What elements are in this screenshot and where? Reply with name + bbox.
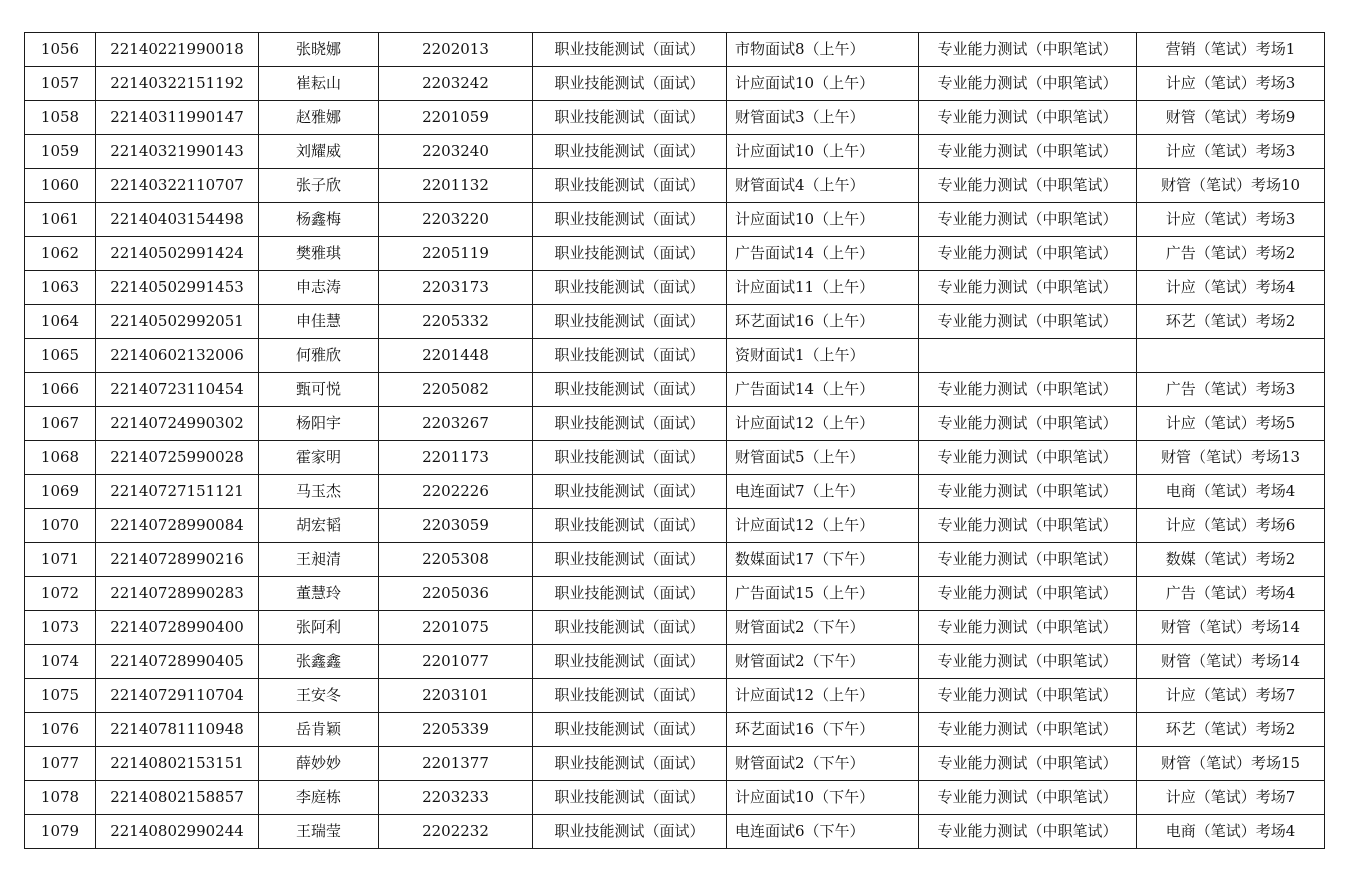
exam-id-cell: 22140725990028 <box>96 441 259 475</box>
interview-test-cell: 职业技能测试（面试） <box>533 135 727 169</box>
interview-room-cell: 财管面试2（下午） <box>727 645 919 679</box>
interview-room-cell: 计应面试10（上午） <box>727 67 919 101</box>
exam-id-cell: 22140322151192 <box>96 67 259 101</box>
seq-cell: 1069 <box>25 475 96 509</box>
written-test-cell: 专业能力测试（中职笔试） <box>919 67 1137 101</box>
seq-cell: 1062 <box>25 237 96 271</box>
interview-test-cell: 职业技能测试（面试） <box>533 237 727 271</box>
candidate-name-cell: 张晓娜 <box>259 33 379 67</box>
table-row <box>25 543 1325 577</box>
written-test-cell: 专业能力测试（中职笔试） <box>919 509 1137 543</box>
written-room-cell: 广告（笔试）考场3 <box>1137 373 1325 407</box>
seq-cell: 1060 <box>25 169 96 203</box>
written-room-cell: 广告（笔试）考场2 <box>1137 237 1325 271</box>
candidate-code-cell: 2201448 <box>379 339 533 373</box>
interview-test-cell: 职业技能测试（面试） <box>533 441 727 475</box>
written-room-cell: 财管（笔试）考场15 <box>1137 747 1325 781</box>
exam-id-cell: 22140802158857 <box>96 781 259 815</box>
written-room-cell: 计应（笔试）考场3 <box>1137 203 1325 237</box>
written-room-cell: 电商（笔试）考场4 <box>1137 815 1325 849</box>
seq-cell: 1065 <box>25 339 96 373</box>
table-row <box>25 713 1325 747</box>
table-row <box>25 373 1325 407</box>
interview-room-cell: 广告面试14（上午） <box>727 373 919 407</box>
interview-room-cell: 环艺面试16（上午） <box>727 305 919 339</box>
candidate-code-cell: 2202232 <box>379 815 533 849</box>
exam-id-cell: 22140727151121 <box>96 475 259 509</box>
candidate-code-cell: 2205082 <box>379 373 533 407</box>
interview-test-cell: 职业技能测试（面试） <box>533 781 727 815</box>
interview-room-cell: 计应面试12（上午） <box>727 509 919 543</box>
candidate-name-cell: 王安冬 <box>259 679 379 713</box>
candidate-code-cell: 2205308 <box>379 543 533 577</box>
candidate-code-cell: 2201377 <box>379 747 533 781</box>
interview-room-cell: 计应面试10（上午） <box>727 203 919 237</box>
written-room-cell: 财管（笔试）考场10 <box>1137 169 1325 203</box>
candidate-name-cell: 何雅欣 <box>259 339 379 373</box>
exam-id-cell: 22140728990400 <box>96 611 259 645</box>
written-test-cell: 专业能力测试（中职笔试） <box>919 271 1137 305</box>
candidate-name-cell: 马玉杰 <box>259 475 379 509</box>
interview-room-cell: 财管面试4（上午） <box>727 169 919 203</box>
table-row <box>25 101 1325 135</box>
table-row <box>25 203 1325 237</box>
seq-cell: 1075 <box>25 679 96 713</box>
written-room-cell: 环艺（笔试）考场2 <box>1137 713 1325 747</box>
seq-cell: 1066 <box>25 373 96 407</box>
interview-test-cell: 职业技能测试（面试） <box>533 407 727 441</box>
exam-id-cell: 22140728990283 <box>96 577 259 611</box>
written-test-cell: 专业能力测试（中职笔试） <box>919 203 1137 237</box>
written-test-cell: 专业能力测试（中职笔试） <box>919 781 1137 815</box>
candidate-name-cell: 赵雅娜 <box>259 101 379 135</box>
candidate-code-cell: 2203220 <box>379 203 533 237</box>
interview-room-cell: 广告面试15（上午） <box>727 577 919 611</box>
candidate-name-cell: 崔耘山 <box>259 67 379 101</box>
interview-test-cell: 职业技能测试（面试） <box>533 33 727 67</box>
written-room-cell: 广告（笔试）考场4 <box>1137 577 1325 611</box>
seq-cell: 1063 <box>25 271 96 305</box>
interview-room-cell: 广告面试14（上午） <box>727 237 919 271</box>
exam-id-cell: 22140728990084 <box>96 509 259 543</box>
candidate-name-cell: 胡宏韬 <box>259 509 379 543</box>
written-room-cell: 计应（笔试）考场6 <box>1137 509 1325 543</box>
seq-cell: 1056 <box>25 33 96 67</box>
exam-roster-table <box>24 32 1325 849</box>
table-row <box>25 169 1325 203</box>
interview-test-cell: 职业技能测试（面试） <box>533 509 727 543</box>
interview-room-cell: 数媒面试17（下午） <box>727 543 919 577</box>
candidate-code-cell: 2203242 <box>379 67 533 101</box>
written-room-cell: 数媒（笔试）考场2 <box>1137 543 1325 577</box>
written-test-cell: 专业能力测试（中职笔试） <box>919 815 1137 849</box>
table-row <box>25 407 1325 441</box>
exam-id-cell: 22140403154498 <box>96 203 259 237</box>
written-room-cell: 电商（笔试）考场4 <box>1137 475 1325 509</box>
candidate-code-cell: 2201132 <box>379 169 533 203</box>
interview-test-cell: 职业技能测试（面试） <box>533 645 727 679</box>
candidate-name-cell: 李庭栋 <box>259 781 379 815</box>
written-room-cell: 财管（笔试）考场14 <box>1137 611 1325 645</box>
candidate-code-cell: 2203233 <box>379 781 533 815</box>
interview-room-cell: 财管面试5（上午） <box>727 441 919 475</box>
roster-body <box>25 33 1325 849</box>
seq-cell: 1068 <box>25 441 96 475</box>
interview-room-cell: 计应面试12（上午） <box>727 679 919 713</box>
exam-id-cell: 22140502991453 <box>96 271 259 305</box>
interview-test-cell: 职业技能测试（面试） <box>533 169 727 203</box>
written-test-cell: 专业能力测试（中职笔试） <box>919 577 1137 611</box>
interview-room-cell: 计应面试10（下午） <box>727 781 919 815</box>
interview-test-cell: 职业技能测试（面试） <box>533 67 727 101</box>
candidate-name-cell: 张阿利 <box>259 611 379 645</box>
written-test-cell: 专业能力测试（中职笔试） <box>919 645 1137 679</box>
interview-room-cell: 财管面试3（上午） <box>727 101 919 135</box>
table-row <box>25 475 1325 509</box>
exam-id-cell: 22140321990143 <box>96 135 259 169</box>
interview-room-cell: 财管面试2（下午） <box>727 611 919 645</box>
table-row <box>25 237 1325 271</box>
written-room-cell: 财管（笔试）考场13 <box>1137 441 1325 475</box>
candidate-code-cell: 2205119 <box>379 237 533 271</box>
written-test-cell: 专业能力测试（中职笔试） <box>919 611 1137 645</box>
written-test-cell: 专业能力测试（中职笔试） <box>919 33 1137 67</box>
candidate-code-cell: 2203267 <box>379 407 533 441</box>
candidate-code-cell: 2203240 <box>379 135 533 169</box>
interview-room-cell: 计应面试12（上午） <box>727 407 919 441</box>
written-room-cell: 计应（笔试）考场3 <box>1137 67 1325 101</box>
candidate-name-cell: 杨阳宇 <box>259 407 379 441</box>
seq-cell: 1072 <box>25 577 96 611</box>
written-test-cell: 专业能力测试（中职笔试） <box>919 713 1137 747</box>
exam-id-cell: 22140311990147 <box>96 101 259 135</box>
seq-cell: 1058 <box>25 101 96 135</box>
seq-cell: 1057 <box>25 67 96 101</box>
candidate-code-cell: 2201075 <box>379 611 533 645</box>
candidate-name-cell: 申佳慧 <box>259 305 379 339</box>
candidate-code-cell: 2205036 <box>379 577 533 611</box>
interview-test-cell: 职业技能测试（面试） <box>533 101 727 135</box>
exam-id-cell: 22140602132006 <box>96 339 259 373</box>
seq-cell: 1067 <box>25 407 96 441</box>
interview-room-cell: 财管面试2（下午） <box>727 747 919 781</box>
seq-cell: 1059 <box>25 135 96 169</box>
interview-test-cell: 职业技能测试（面试） <box>533 305 727 339</box>
written-room-cell: 计应（笔试）考场7 <box>1137 679 1325 713</box>
seq-cell: 1061 <box>25 203 96 237</box>
written-room-cell: 计应（笔试）考场5 <box>1137 407 1325 441</box>
candidate-code-cell: 2203101 <box>379 679 533 713</box>
written-test-cell: 专业能力测试（中职笔试） <box>919 169 1137 203</box>
written-room-cell: 计应（笔试）考场3 <box>1137 135 1325 169</box>
written-test-cell: 专业能力测试（中职笔试） <box>919 679 1137 713</box>
seq-cell: 1064 <box>25 305 96 339</box>
seq-cell: 1076 <box>25 713 96 747</box>
written-test-cell: 专业能力测试（中职笔试） <box>919 747 1137 781</box>
candidate-name-cell: 霍家明 <box>259 441 379 475</box>
written-test-cell: 专业能力测试（中职笔试） <box>919 305 1137 339</box>
written-test-cell: 专业能力测试（中职笔试） <box>919 135 1137 169</box>
candidate-name-cell: 樊雅琪 <box>259 237 379 271</box>
exam-id-cell: 22140728990405 <box>96 645 259 679</box>
table-row <box>25 509 1325 543</box>
exam-id-cell: 22140729110704 <box>96 679 259 713</box>
interview-room-cell: 环艺面试16（下午） <box>727 713 919 747</box>
interview-test-cell: 职业技能测试（面试） <box>533 543 727 577</box>
candidate-name-cell: 张子欣 <box>259 169 379 203</box>
seq-cell: 1070 <box>25 509 96 543</box>
seq-cell: 1074 <box>25 645 96 679</box>
exam-id-cell: 22140322110707 <box>96 169 259 203</box>
written-room-cell: 计应（笔试）考场7 <box>1137 781 1325 815</box>
interview-room-cell: 电连面试7（上午） <box>727 475 919 509</box>
written-test-cell: 专业能力测试（中职笔试） <box>919 373 1137 407</box>
candidate-name-cell: 申志涛 <box>259 271 379 305</box>
interview-test-cell: 职业技能测试（面试） <box>533 339 727 373</box>
candidate-code-cell: 2205332 <box>379 305 533 339</box>
candidate-name-cell: 杨鑫梅 <box>259 203 379 237</box>
table-row <box>25 747 1325 781</box>
candidate-name-cell: 薛妙妙 <box>259 747 379 781</box>
table-row <box>25 611 1325 645</box>
candidate-name-cell: 王瑞莹 <box>259 815 379 849</box>
written-test-cell: 专业能力测试（中职笔试） <box>919 407 1137 441</box>
table-row <box>25 577 1325 611</box>
interview-test-cell: 职业技能测试（面试） <box>533 271 727 305</box>
exam-id-cell: 22140802990244 <box>96 815 259 849</box>
table-row <box>25 781 1325 815</box>
written-test-cell: 专业能力测试（中职笔试） <box>919 543 1137 577</box>
candidate-name-cell: 董慧玲 <box>259 577 379 611</box>
interview-test-cell: 职业技能测试（面试） <box>533 203 727 237</box>
table-row <box>25 815 1325 849</box>
candidate-code-cell: 2201077 <box>379 645 533 679</box>
exam-id-cell: 22140728990216 <box>96 543 259 577</box>
seq-cell: 1077 <box>25 747 96 781</box>
exam-id-cell: 22140781110948 <box>96 713 259 747</box>
candidate-code-cell: 2201173 <box>379 441 533 475</box>
written-room-cell: 营销（笔试）考场1 <box>1137 33 1325 67</box>
candidate-name-cell: 岳肯颖 <box>259 713 379 747</box>
seq-cell: 1078 <box>25 781 96 815</box>
written-test-cell <box>919 339 1137 373</box>
candidate-name-cell: 张鑫鑫 <box>259 645 379 679</box>
seq-cell: 1071 <box>25 543 96 577</box>
interview-room-cell: 计应面试10（上午） <box>727 135 919 169</box>
interview-room-cell: 资财面试1（上午） <box>727 339 919 373</box>
table-row <box>25 135 1325 169</box>
candidate-name-cell: 王昶清 <box>259 543 379 577</box>
interview-test-cell: 职业技能测试（面试） <box>533 815 727 849</box>
exam-id-cell: 22140502992051 <box>96 305 259 339</box>
table-row <box>25 441 1325 475</box>
written-test-cell: 专业能力测试（中职笔试） <box>919 475 1137 509</box>
written-room-cell: 财管（笔试）考场14 <box>1137 645 1325 679</box>
exam-id-cell: 22140221990018 <box>96 33 259 67</box>
table-row <box>25 339 1325 373</box>
exam-id-cell: 22140802153151 <box>96 747 259 781</box>
candidate-code-cell: 2202013 <box>379 33 533 67</box>
candidate-name-cell: 甄可悦 <box>259 373 379 407</box>
table-row <box>25 67 1325 101</box>
candidate-code-cell: 2205339 <box>379 713 533 747</box>
written-test-cell: 专业能力测试（中职笔试） <box>919 101 1137 135</box>
exam-id-cell: 22140502991424 <box>96 237 259 271</box>
exam-id-cell: 22140724990302 <box>96 407 259 441</box>
written-room-cell: 环艺（笔试）考场2 <box>1137 305 1325 339</box>
candidate-code-cell: 2203173 <box>379 271 533 305</box>
written-room-cell: 财管（笔试）考场9 <box>1137 101 1325 135</box>
candidate-code-cell: 2201059 <box>379 101 533 135</box>
interview-room-cell: 市物面试8（上午） <box>727 33 919 67</box>
interview-test-cell: 职业技能测试（面试） <box>533 373 727 407</box>
candidate-name-cell: 刘耀威 <box>259 135 379 169</box>
interview-test-cell: 职业技能测试（面试） <box>533 611 727 645</box>
interview-test-cell: 职业技能测试（面试） <box>533 475 727 509</box>
candidate-code-cell: 2202226 <box>379 475 533 509</box>
candidate-code-cell: 2203059 <box>379 509 533 543</box>
written-room-cell: 计应（笔试）考场4 <box>1137 271 1325 305</box>
seq-cell: 1073 <box>25 611 96 645</box>
written-room-cell <box>1137 339 1325 373</box>
table-row <box>25 679 1325 713</box>
interview-room-cell: 电连面试6（下午） <box>727 815 919 849</box>
interview-test-cell: 职业技能测试（面试） <box>533 679 727 713</box>
written-test-cell: 专业能力测试（中职笔试） <box>919 441 1137 475</box>
table-row <box>25 305 1325 339</box>
table-row <box>25 271 1325 305</box>
interview-test-cell: 职业技能测试（面试） <box>533 713 727 747</box>
interview-test-cell: 职业技能测试（面试） <box>533 747 727 781</box>
table-row <box>25 33 1325 67</box>
exam-id-cell: 22140723110454 <box>96 373 259 407</box>
interview-room-cell: 计应面试11（上午） <box>727 271 919 305</box>
written-test-cell: 专业能力测试（中职笔试） <box>919 237 1137 271</box>
table-row <box>25 645 1325 679</box>
seq-cell: 1079 <box>25 815 96 849</box>
interview-test-cell: 职业技能测试（面试） <box>533 577 727 611</box>
